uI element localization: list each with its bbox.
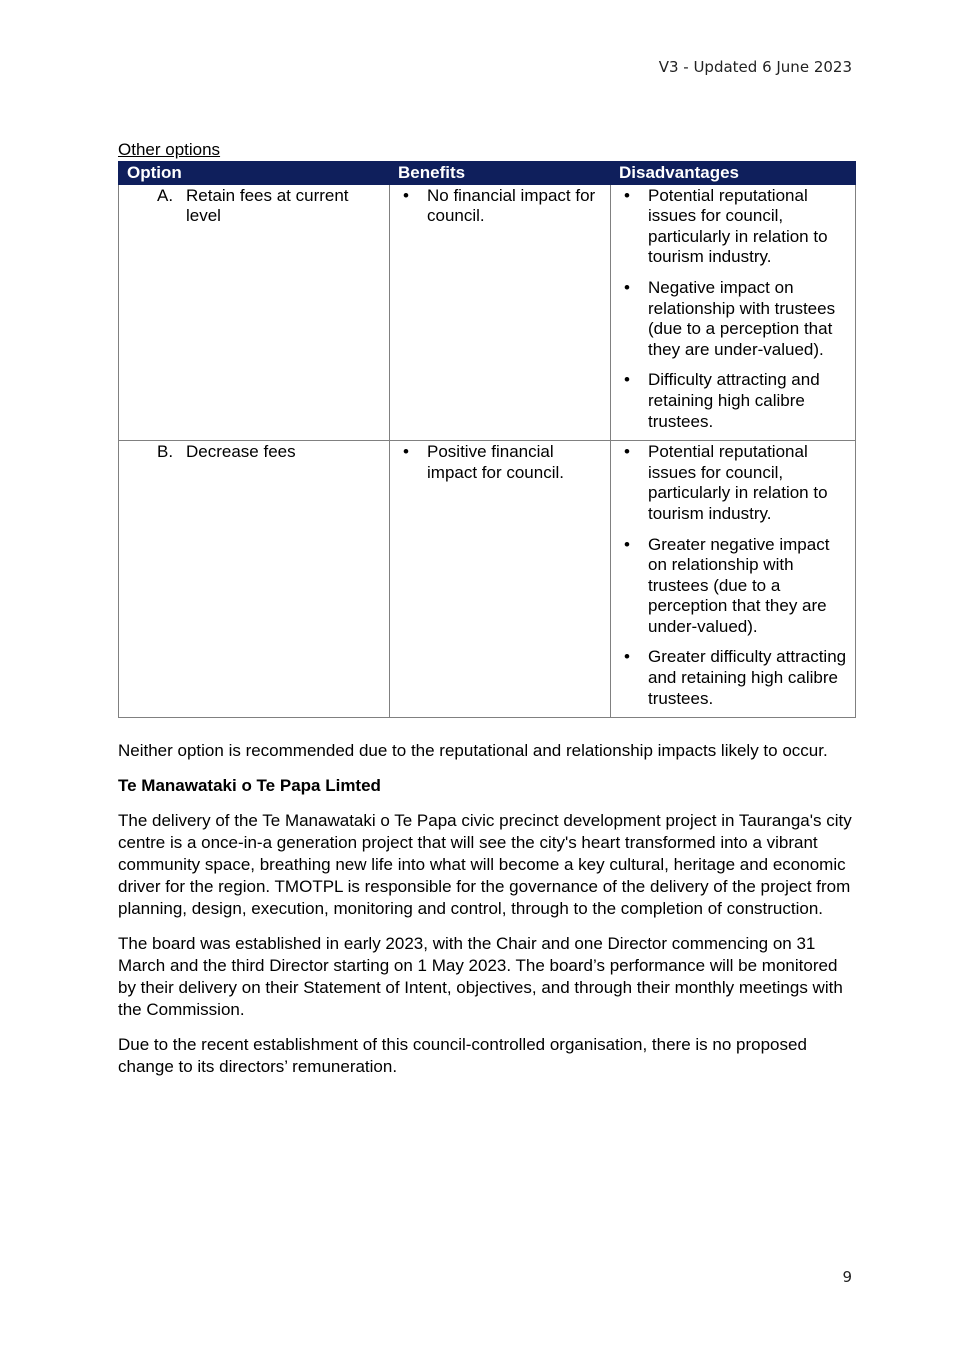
bullet-icon: • [624,442,630,462]
bullet-icon: • [624,534,630,554]
option-cell [119,184,390,441]
list-item [619,535,847,638]
body-paragraph: The delivery of the Te Manawataki o Te Papa civic precinct development project in Tauranga's city centre is a once-in-a generation project that will see the city's heart transformed into a vibrant community space, breathing new life into what will become a key cultural, heritage and economic driver for the region. TMOTPL is responsible for the governance of the delivery of the project from planning, design, execution, monitoring and control, through to the completion of construction. [118,811,852,919]
list-item [398,186,602,227]
header-disadvantages: Disadvantages [611,162,856,185]
list-item [619,278,847,360]
disadvantage-text: Greater negative impact on relationship with trustees (due to a perception that they are under-valued). [648,534,830,636]
section-title-other-options: Other options [118,140,221,159]
option-letter: A. [157,185,174,205]
page-content [118,139,856,1078]
section-heading: Te Manawataki o Te Papa Limted [118,776,381,796]
option-text: Retain fees at current level [186,185,349,226]
table-row [119,184,856,441]
disadvantage-text: Difficulty attracting and retaining high calibre trustees. [648,370,820,431]
bullet-icon: • [624,370,630,390]
disadvantage-text: Negative impact on relationship with trustees (due to a perception that they are under-valued). [648,277,836,359]
options-table [118,161,856,718]
option-text: Decrease fees [186,442,296,462]
recommendation-paragraph: Neither option is recommended due to the reputational and relationship impacts likely to occur. [118,741,828,761]
list-item [398,442,602,483]
disadvantage-text: Potential reputational issues for council, particularly in relation to tourism industry. [648,442,828,523]
disadvantages-cell [611,441,856,718]
version-label: V3 - Updated 6 June 2023 [658,58,852,76]
header-option: Option [119,162,390,185]
disadvantage-text: Potential reputational issues for council, particularly in relation to tourism industry. [648,185,828,267]
header-benefits: Benefits [390,162,611,185]
table-header-row [119,162,856,185]
bullet-icon: • [624,647,630,667]
page-number: 9 [842,1268,852,1286]
bullet-icon: • [624,277,630,297]
benefits-cell [390,184,611,441]
benefits-cell [390,441,611,718]
table-row [119,441,856,718]
list-item [619,647,847,709]
list-item [619,442,847,524]
bullet-icon: • [403,185,409,205]
bullet-icon: • [403,442,409,462]
disadvantages-cell [611,184,856,441]
body-paragraph: The board was established in early 2023, with the Chair and one Director commencing on 31 March and the third Director starting on 1 May 2023. The board’s performance will be monitored by their delivery on their Statement of Intent, objectives, and through their monthly meetings with the Commission. [118,934,843,1020]
benefit-text: No financial impact for council. [427,185,596,226]
body-paragraph: Due to the recent establishment of this council-controlled organisation, there is no proposed change to its directors’ remuneration. [118,1035,807,1077]
option-cell [119,441,390,718]
bullet-icon: • [624,185,630,205]
benefit-text: Positive financial impact for council. [427,442,564,482]
list-item [619,370,847,432]
list-item [619,186,847,268]
disadvantage-text: Greater difficulty attracting and retaining high calibre trustees. [648,647,847,708]
option-letter: B. [157,442,174,462]
